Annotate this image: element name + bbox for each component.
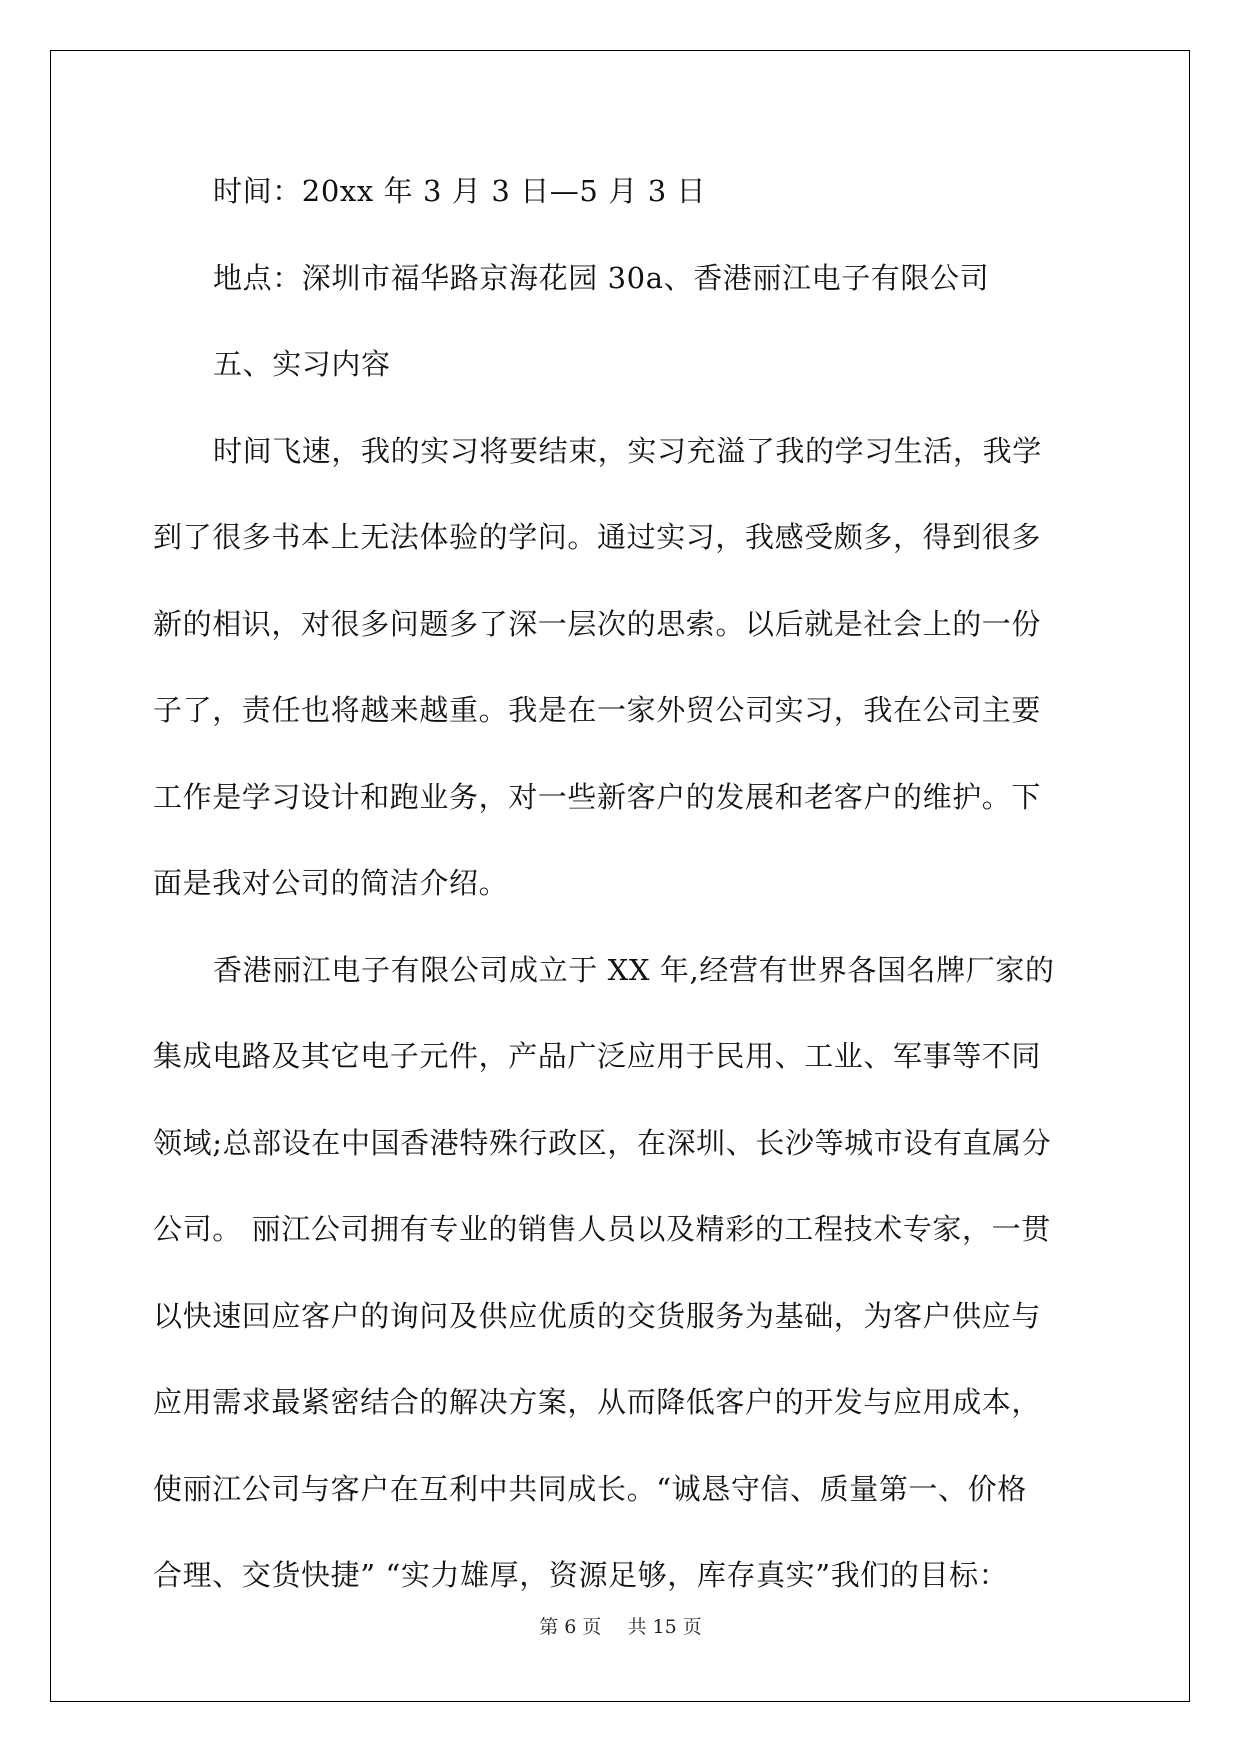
document-body (153, 162, 1093, 1633)
paragraph-line: 时间飞速，我的实习将要结束，实习充溢了我的学习生活，我学 (213, 433, 1042, 468)
paragraph-line: 使丽江公司与客户在互利中共同成长。“诚恳守信、质量第一、价格 (153, 1471, 1027, 1506)
page-number: 第 6 页 (539, 1616, 602, 1638)
paragraph-line: 领域;总部设在中国香港特殊行政区，在深圳、长沙等城市设有直属分 (153, 1125, 1052, 1160)
section-heading: 五、实习内容 (213, 347, 391, 381)
paragraph-line: 以快速回应客户的询问及供应优质的交货服务为基础，为客户供应与 (153, 1298, 1042, 1333)
paragraph-line: 到了很多书本上无法体验的学问。通过实习，我感受颇多，得到很多 (153, 520, 1042, 554)
location-line: 地点：深圳市福华路京海花园 30a、香港丽江电子有限公司 (213, 260, 990, 295)
paragraph-line: 香港丽江电子有限公司成立于 XX 年,经营有世界各国名牌厂家的 (213, 952, 1055, 987)
page-footer (0, 1612, 1241, 1639)
paragraph-line: 集成电路及其它电子元件，产品广泛应用于民用、工业、军事等不同 (153, 1039, 1042, 1073)
paragraph-line: 合理、交货快捷” “实力雄厚，资源足够，库存真实”我们的目标： (153, 1558, 1009, 1592)
time-line: 时间：20xx 年 3 月 3 日—5 月 3 日 (213, 174, 707, 208)
paragraph-line: 面是我对公司的简洁介绍。 (153, 866, 509, 900)
paragraph-line: 应用需求最紧密结合的解决方案，从而降低客户的开发与应用成本， (153, 1385, 1042, 1419)
paragraph-line: 公司。 丽江公司拥有专业的销售人员以及精彩的工程技术专家，一贯 (153, 1212, 1051, 1246)
paragraph-line: 新的相识，对很多问题多了深一层次的思索。以后就是社会上的一份 (153, 606, 1042, 641)
paragraph-line: 工作是学习设计和跑业务，对一些新客户的发展和老客户的维护。下 (153, 779, 1042, 814)
page-total: 共 15 页 (627, 1616, 702, 1638)
paragraph-line: 子了，责任也将越来越重。我是在一家外贸公司实习，我在公司主要 (153, 693, 1042, 727)
